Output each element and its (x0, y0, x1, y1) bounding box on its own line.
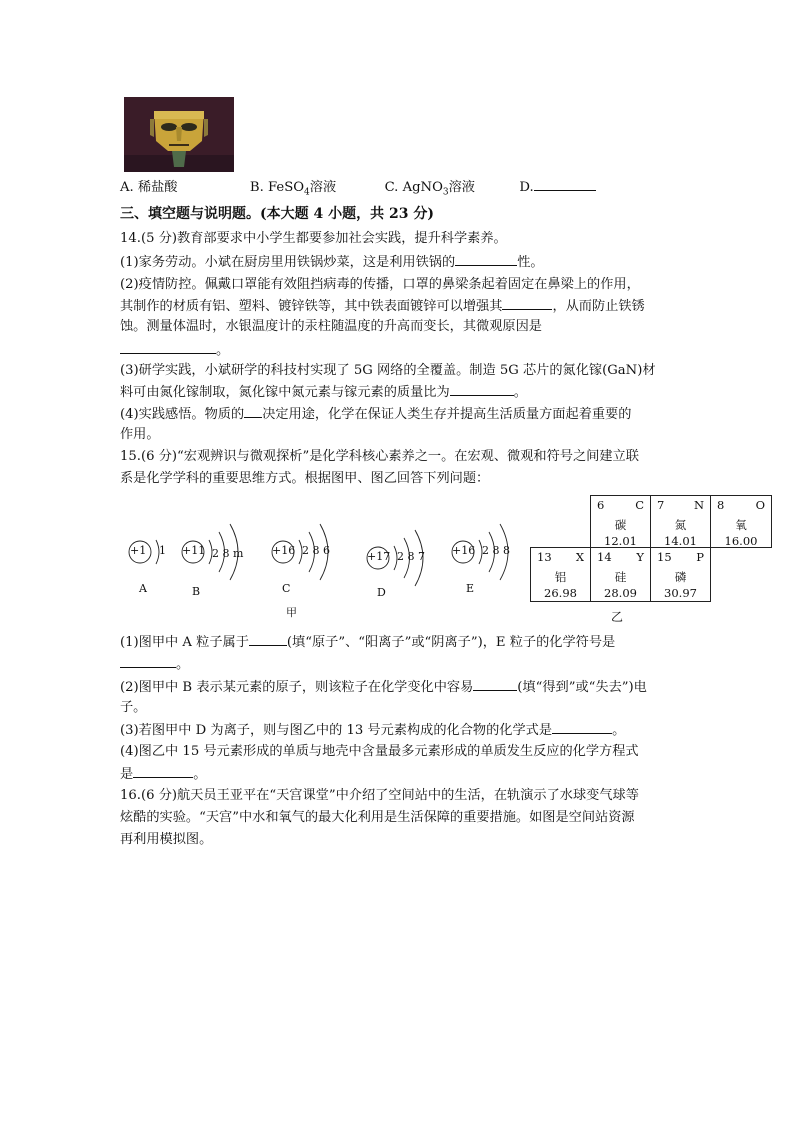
element-cell-x: 13 X 铝 26.98 (530, 547, 591, 602)
q14-part3-line1: (3)研学实践，小斌研学的科技村实现了 5G 网络的全覆盖。制造 5G 芯片的氮化镓(GaN)材 (120, 363, 656, 378)
atom-shells-drawing (120, 510, 520, 620)
q14-part4-line2: 作用。 (120, 427, 160, 442)
q14-part1: (1)家务劳动。小斌在厨房里用铁锅炒菜，这是利用铁锅的 性。 (120, 252, 544, 273)
q16-line2: 炫酷的实验。“天宫”中水和氧气的最大化利用是生活保障的重要措施。如图是空间站资源 (120, 810, 635, 825)
q15-part2-line2: 子。 (120, 700, 147, 715)
q15-intro-line2: 系是化学学科的重要思维方式。根据图甲、图乙回答下列问题： (120, 471, 490, 486)
element-cell-n: 7 N 氮 14.01 (650, 495, 711, 548)
q15-part1-line1: (1)图甲中 A 粒子属于 (填“原子”、“阳离子”或“阴离子”)，E 粒子的化学符号是 (120, 632, 615, 653)
q15-blank-4[interactable] (552, 720, 612, 734)
q14-blank-5[interactable] (244, 404, 262, 418)
atom-e-shells: 2 8 8 (482, 544, 510, 557)
q14-blank-2[interactable] (502, 296, 552, 310)
q15-intro-line1: 15.(6 分)“宏观辨识与微观探析”是化学科核心素养之一。在宏观、微观和符号之间建立联 (120, 449, 639, 464)
element-cell-o: 8 O 氧 16.00 (710, 495, 772, 548)
atom-c-shells: 2 8 6 (302, 544, 330, 557)
atom-d-label: D (377, 586, 386, 599)
q14-part2-line2: 其制作的材质有铝、塑料、镀锌铁等，其中铁表面镀锌可以增强其 ，从而防止铁锈 (120, 296, 645, 317)
atom-d-nucleus: +17 (367, 550, 391, 563)
option-d: D. (519, 180, 595, 195)
q15-blank-1[interactable] (249, 632, 287, 646)
figure-yi-periodic-table (528, 495, 778, 625)
atom-a-nucleus: +1 (130, 544, 147, 557)
q15-part2-line1: (2)图甲中 B 表示某元素的原子，则该粒子在化学变化中容易 (填“得到”或“失去”)电 (120, 677, 647, 698)
atom-c-label: C (282, 582, 291, 595)
atom-e-nucleus: +16 (452, 544, 476, 557)
q15-blank-3[interactable] (473, 677, 517, 691)
figure-jia-caption: 甲 (286, 606, 297, 619)
q15-part4-line1: (4)图乙中 15 号元素形成的单质与地壳中含量最多元素形成的单质发生反应的化学方程式 (120, 744, 639, 759)
element-cell-c: 6 C 碳 12.01 (590, 495, 651, 548)
atom-c-nucleus: +16 (272, 544, 296, 557)
q15-part4-line2: 是 。 (120, 764, 206, 785)
q14-blank-3[interactable] (120, 340, 216, 354)
q16-line1: 16.(6 分)航天员王亚平在“天宫课堂”中介绍了空间站中的生活，在轨演示了水球变气球等 (120, 788, 639, 803)
q14-intro: 14.(5 分)教育部要求中小学生都要参加社会实践，提升科学素养。 (120, 231, 507, 246)
section-heading: 三、填空题与说明题。(本大题 4 小题，共 23 分) (120, 206, 434, 222)
atom-b-label: B (192, 585, 201, 598)
bronze-mask-photo (124, 97, 234, 172)
q14-part2-line1: (2)疫情防控。佩戴口罩能有效阻挡病毒的传播，口罩的鼻梁条起着固定在鼻梁上的作用， (120, 277, 640, 292)
figure-jia-atom-diagrams (120, 510, 520, 620)
q15-part1-line2: 。 (120, 654, 189, 675)
atom-d-shells: 2 8 7 (397, 550, 425, 563)
q14-blank-4[interactable] (450, 382, 514, 396)
q14-part2-line4: 。 (120, 340, 229, 361)
q16-line3: 再利用模拟图。 (120, 832, 213, 847)
q14-part2-line3: 蚀。测量体温时，水银温度计的汞柱随温度的升高而变长，其微观原因是 (120, 319, 542, 334)
q15-blank-2[interactable] (120, 654, 176, 668)
q14-part3-line2: 料可由氮化镓制取，氮化镓中氮元素与镓元素的质量比为 。 (120, 382, 527, 403)
figure-yi-caption: 乙 (611, 610, 624, 624)
q15-blank-5[interactable] (133, 764, 193, 778)
atom-b-shells: 2 8 m (212, 547, 244, 560)
option-a: A. 稀盐酸 (120, 180, 178, 195)
atom-a-shells: 1 (159, 544, 166, 557)
atom-e-label: E (466, 582, 475, 595)
atom-a-label: A (139, 582, 147, 595)
option-b: B. FeSO$_4$溶液 (249, 180, 337, 198)
q14-blank-1[interactable] (455, 252, 517, 266)
option-c: C. AgNO$_3$溶液 (384, 180, 475, 198)
element-cell-y: 14 Y 硅 28.09 (590, 547, 651, 602)
q14-part4-line1: (4)实践感悟。物质的 决定用途，化学在保证人类生存并提高生活质量方面起着重要的 (120, 404, 631, 425)
option-d-blank[interactable] (534, 177, 596, 191)
q15-part3: (3)若图甲中 D 为离子，则与图乙中的 13 号元素构成的化合物的化学式是 。 (120, 720, 625, 741)
element-cell-p: 15 P 磷 30.97 (650, 547, 711, 602)
atom-b-nucleus: +11 (182, 544, 206, 557)
answer-options (120, 177, 596, 203)
